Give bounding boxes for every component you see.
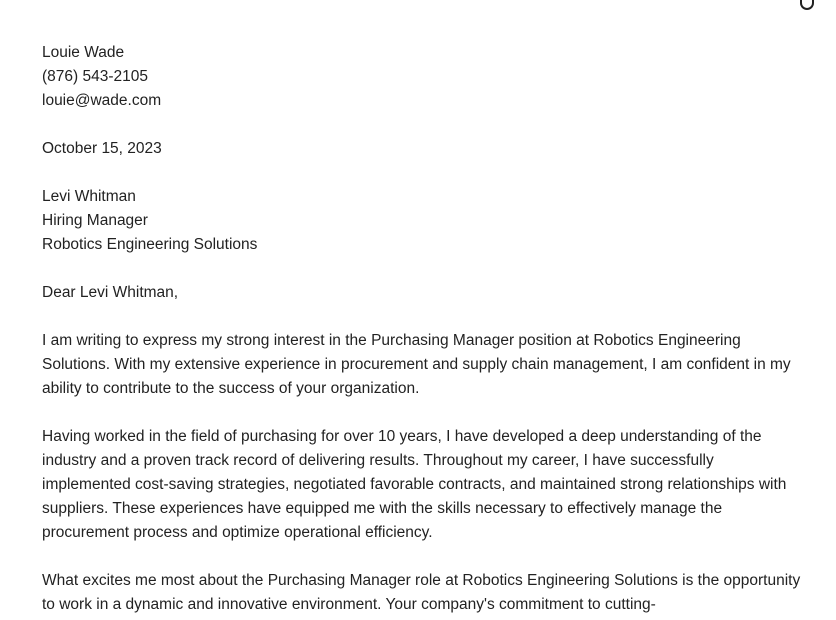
page-corner-glyph bbox=[800, 0, 814, 10]
cover-letter bbox=[42, 41, 802, 620]
recipient-title: Hiring Manager bbox=[42, 212, 148, 229]
recipient-block bbox=[42, 185, 802, 257]
sender-name: Louie Wade bbox=[42, 44, 125, 61]
body-paragraph-1: I am writing to express my strong interest in the Purchasing Manager position at Robotics Engineering Solutions. With my extensive experience in procurement and supply chain management, I am confident in my ability to contribute to the success of your organization. bbox=[42, 332, 791, 397]
salutation-block bbox=[42, 281, 802, 305]
salutation: Dear Levi Whitman, bbox=[42, 284, 179, 301]
recipient-name: Levi Whitman bbox=[42, 188, 136, 205]
letter-date: October 15, 2023 bbox=[42, 140, 162, 157]
body-paragraph-2: Having worked in the field of purchasing for over 10 years, I have developed a deep understanding of the industry and a proven track record of delivering results. Throughout my career, I have successfully implemented cost-saving strategies, negotiated favorable contracts, and maintained strong relationships with suppliers. These experiences have equipped me with the skills necessary to effectively manage the procurement process and optimize operational efficiency. bbox=[42, 428, 787, 541]
sender-block bbox=[42, 41, 802, 113]
recipient-company: Robotics Engineering Solutions bbox=[42, 236, 258, 253]
letter-date-block bbox=[42, 137, 802, 161]
body-paragraph-3: What excites me most about the Purchasing Manager role at Robotics Engineering Solutions is the opportunity to work in a dynamic and innovative environment. Your company's commitment to cutting- bbox=[42, 572, 801, 613]
sender-phone: (876) 543-2105 bbox=[42, 68, 148, 85]
sender-email: louie@wade.com bbox=[42, 92, 162, 109]
